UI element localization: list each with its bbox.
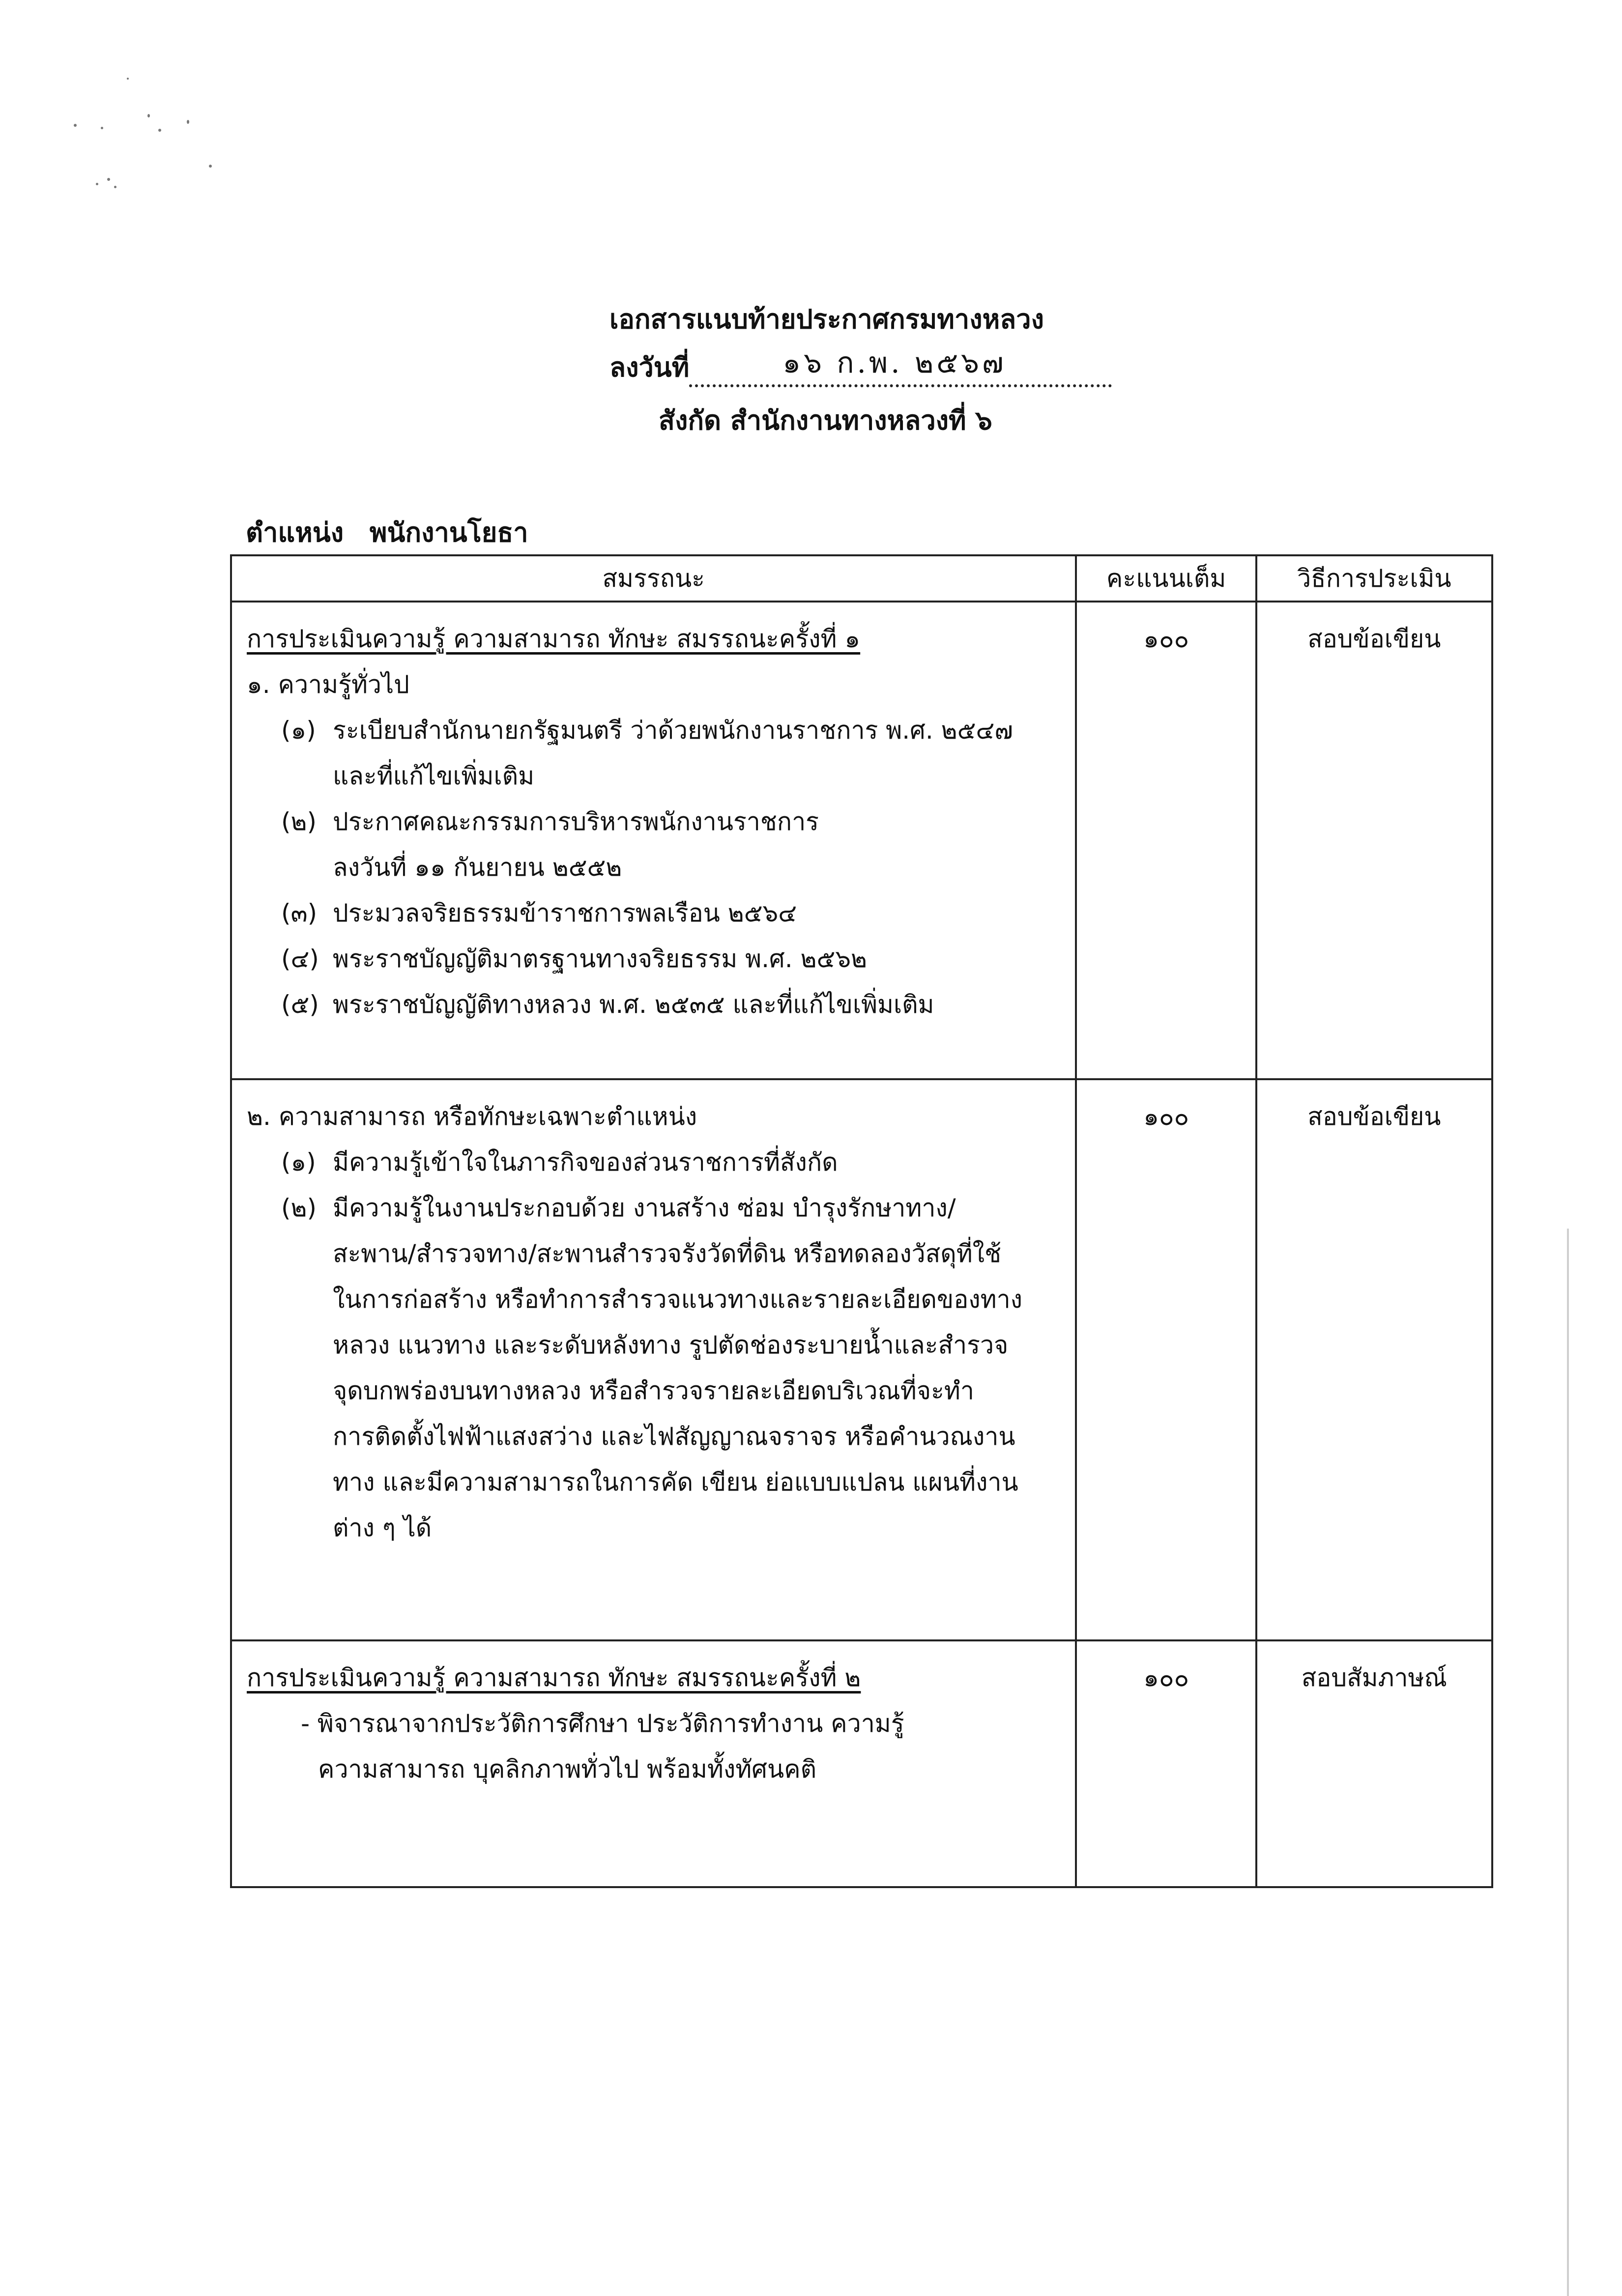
table-header-row (231, 555, 1492, 602)
item-number: (๑) (281, 1148, 316, 1177)
handwritten-date: ๑๖ ก.พ. ๒๕๖๗ (782, 346, 1007, 379)
item-number: (๒) (281, 1194, 317, 1222)
date-label: ลงวันที่ (609, 352, 690, 383)
header-full-score: คะแนนเต็ม (1076, 555, 1256, 602)
item-text: พระราชบัญญัติทางหลวง พ.ศ. ๒๕๓๕ และที่แก้ไขเพิ่มเติม (333, 990, 934, 1019)
score-cell (1076, 1079, 1256, 1640)
document-title: เอกสารแนบท้ายประกาศกรมทางหลวง (609, 304, 1044, 335)
section-heading: การประเมินความรู้ ความสามารถ ทักษะ สมรรถนะครั้งที่ ๑ (247, 625, 861, 653)
list-item (281, 936, 1065, 982)
table-row (231, 602, 1492, 1079)
list-item (247, 1701, 1065, 1747)
full-score-value: ๑๐๐ (1143, 1102, 1189, 1131)
item-continuation: ในการก่อสร้าง หรือทำการสำรวจแนวทางและรายละเอียดของทาง (333, 1285, 1023, 1314)
item-text: มีความรู้ในงานประกอบด้วย งานสร้าง ซ่อม บำรุงรักษาทาง/ (333, 1194, 956, 1222)
item-number: (๓) (281, 899, 318, 927)
item-number: (๕) (281, 990, 319, 1019)
method-cell (1256, 602, 1492, 1079)
date-dotted-field (689, 346, 1112, 387)
item-text: - พิจารณาจากประวัติการศึกษา ประวัติการทำงาน ความรู้ (301, 1709, 904, 1738)
list-item (281, 890, 1065, 936)
item-heading: ๒. ความสามารถ หรือทักษะเฉพาะตำแหน่ง (247, 1102, 697, 1131)
score-cell (1076, 602, 1256, 1079)
item-continuation: และที่แก้ไขเพิ่มเติม (333, 762, 535, 790)
item-continuation: ลงวันที่ ๑๑ กันยายน ๒๕๕๒ (333, 853, 622, 882)
method-value: สอบสัมภาษณ์ (1301, 1664, 1447, 1692)
table-row (231, 1640, 1492, 1887)
full-score-value: ๑๐๐ (1143, 1664, 1189, 1692)
item-text: ประกาศคณะกรรมการบริหารพนักงานราชการ (333, 807, 819, 836)
method-value: สอบข้อเขียน (1307, 625, 1441, 653)
unit-line: สังกัด สำนักงานทางหลวงที่ ๖ (659, 405, 992, 436)
position-value: พนักงานโยธา (369, 517, 528, 548)
item-text: ประมวลจริยธรรมข้าราชการพลเรือน ๒๕๖๔ (333, 899, 797, 927)
item-number: (๑) (281, 716, 316, 745)
item-text: พระราชบัญญัติมาตรฐานทางจริยธรรม พ.ศ. ๒๕๖๒ (333, 945, 868, 973)
competency-table (230, 554, 1493, 1888)
item-heading: ๑. ความรู้ทั่วไป (247, 670, 409, 699)
competency-cell (231, 1640, 1076, 1887)
full-score-value: ๑๐๐ (1143, 625, 1189, 653)
item-continuation: การติดตั้งไฟฟ้าแสงสว่าง และไฟสัญญาณจราจร หรือคำนวณงาน (333, 1422, 1015, 1451)
list-item (281, 1185, 1065, 1231)
method-cell (1256, 1640, 1492, 1887)
scan-edge-line (1567, 1229, 1569, 2296)
list-item (281, 1140, 1065, 1185)
item-continuation: ต่าง ๆ ได้ (333, 1514, 432, 1542)
header-competency: สมรรถนะ (231, 555, 1076, 602)
competency-cell (231, 602, 1076, 1079)
item-number: (๒) (281, 807, 317, 836)
item-text: ระเบียบสำนักนายกรัฐมนตรี ว่าด้วยพนักงานราชการ พ.ศ. ๒๕๔๗ (333, 716, 1013, 745)
method-value: สอบข้อเขียน (1307, 1102, 1441, 1131)
list-item (281, 982, 1065, 1028)
position-label: ตำแหน่ง (246, 517, 344, 548)
method-cell (1256, 1079, 1492, 1640)
section-heading: การประเมินความรู้ ความสามารถ ทักษะ สมรรถนะครั้งที่ ๒ (247, 1664, 861, 1692)
header-method: วิธีการประเมิน (1256, 555, 1492, 602)
competency-cell (231, 1079, 1076, 1640)
score-cell (1076, 1640, 1256, 1887)
item-continuation: หลวง แนวทาง และระดับหลังทาง รูปตัดช่องระบายน้ำและสำรวจ (333, 1331, 1009, 1359)
date-line (609, 348, 1150, 387)
list-item (281, 799, 1065, 845)
item-continuation: ความสามารถ บุคลิกภาพทั่วไป พร้อมทั้งทัศนคติ (318, 1755, 817, 1783)
item-continuation: ทาง และมีความสามารถในการคัด เขียน ย่อแบบแปลน แผนที่งาน (333, 1468, 1018, 1496)
list-item (281, 708, 1065, 753)
item-number: (๔) (281, 945, 319, 973)
item-continuation: สะพาน/สำรวจทาง/สะพานสำรวจรังวัดที่ดิน หรือทดลองวัสดุที่ใช้ (333, 1239, 1002, 1268)
table-row (231, 1079, 1492, 1640)
item-text: มีความรู้เข้าใจในภารกิจของส่วนราชการที่สังกัด (333, 1148, 838, 1177)
document-header (609, 300, 1150, 440)
item-continuation: จุดบกพร่องบนทางหลวง หรือสำรวจรายละเอียดบริเวณที่จะทำ (333, 1377, 974, 1405)
position-line (246, 511, 528, 553)
